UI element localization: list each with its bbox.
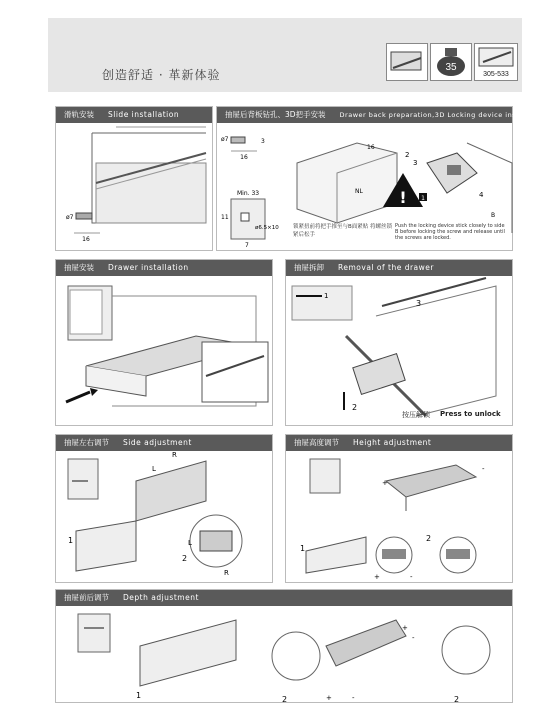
svg-text:-: - <box>352 694 355 702</box>
svg-text:-: - <box>412 634 415 642</box>
svg-text:+: + <box>326 694 332 702</box>
drawer-removal-illustration <box>286 276 512 425</box>
panel-drawer-removal <box>285 259 513 426</box>
svg-text:!: ! <box>399 188 407 207</box>
svg-text:7: 7 <box>245 242 249 249</box>
svg-text:1: 1 <box>421 195 425 202</box>
drawer-installation-illustration <box>56 276 272 425</box>
note-en: Push the locking device stick closely to side B before locking the screw and release until the screws are locked. <box>395 223 505 241</box>
svg-text:1: 1 <box>136 691 142 700</box>
length-range-badge <box>474 43 518 81</box>
svg-text:4: 4 <box>479 191 484 199</box>
svg-text:2: 2 <box>426 534 432 543</box>
panel-title: 抽屉高度调节 Height adjustment <box>286 435 512 451</box>
depth-adjustment-illustration <box>56 606 512 702</box>
svg-text:-: - <box>410 573 413 581</box>
unlock-en: Press to unlock <box>440 410 501 418</box>
panel-title: 抽屉拆卸 Removal of the drawer <box>286 260 512 276</box>
load-weight-badge <box>430 43 472 81</box>
svg-text:ø6.5×10: ø6.5×10 <box>255 225 279 231</box>
drawer-runner-icon <box>386 43 428 81</box>
svg-text:2: 2 <box>352 403 358 412</box>
svg-text:3: 3 <box>261 138 265 145</box>
unlock-zh: 按压解锁 <box>402 411 430 419</box>
panel-title: 抽屉后背板钻孔、3D把手安装 Drawer back preparation,3D Locking device installation <box>217 107 512 123</box>
panel-slide-installation <box>55 106 213 251</box>
panel-back-preparation <box>216 106 548 251</box>
badge-number: 35 <box>445 62 457 73</box>
panel-drawer-installation <box>55 259 273 426</box>
badge-range: 305-533 <box>483 71 509 78</box>
svg-text:1: 1 <box>68 536 74 545</box>
svg-text:16: 16 <box>240 154 248 161</box>
svg-text:16: 16 <box>367 144 375 151</box>
panel-title: 滑轨安装 Slide installation <box>56 107 212 123</box>
svg-text:Min. 33: Min. 33 <box>237 190 260 197</box>
svg-text:+: + <box>402 624 408 632</box>
svg-text:2: 2 <box>282 695 288 704</box>
svg-text:R: R <box>224 569 229 577</box>
svg-text:R: R <box>172 451 177 459</box>
svg-text:1: 1 <box>324 292 329 300</box>
side-adjustment-illustration <box>56 451 272 582</box>
note-zh: 锁紧扭前将把手推至与B面紧贴 将螺丝锁紧后松手 <box>293 224 393 238</box>
panel-title: 抽屉安装 Drawer installation <box>56 260 272 276</box>
svg-text:+: + <box>382 479 388 487</box>
panel-title: 抽屉左右调节 Side adjustment <box>56 435 272 451</box>
svg-text:2: 2 <box>454 695 460 704</box>
svg-text:+: + <box>374 573 380 581</box>
svg-text:NL: NL <box>355 188 363 195</box>
svg-text:B: B <box>491 212 496 219</box>
panel-depth-adjustment <box>55 589 513 703</box>
svg-text:2: 2 <box>182 554 188 563</box>
svg-text:L: L <box>188 539 192 547</box>
svg-text:11: 11 <box>221 214 229 221</box>
svg-text:3: 3 <box>413 159 418 167</box>
svg-text:2: 2 <box>405 151 410 159</box>
svg-text:L: L <box>152 465 156 473</box>
svg-text:3: 3 <box>416 299 422 308</box>
panel-title: 抽屉前后调节 Depth adjustment <box>56 590 512 606</box>
panel-height-adjustment <box>285 434 513 583</box>
slide-installation-illustration <box>56 123 212 250</box>
svg-text:1: 1 <box>300 544 306 553</box>
svg-text:-: - <box>482 465 485 473</box>
svg-text:16: 16 <box>82 236 90 243</box>
panel-side-adjustment <box>55 434 273 583</box>
height-adjustment-illustration <box>286 451 512 582</box>
slogan: 创造舒适 · 革新体验 <box>102 68 221 82</box>
svg-text:ø7: ø7 <box>221 136 229 143</box>
svg-text:ø7: ø7 <box>66 214 74 221</box>
